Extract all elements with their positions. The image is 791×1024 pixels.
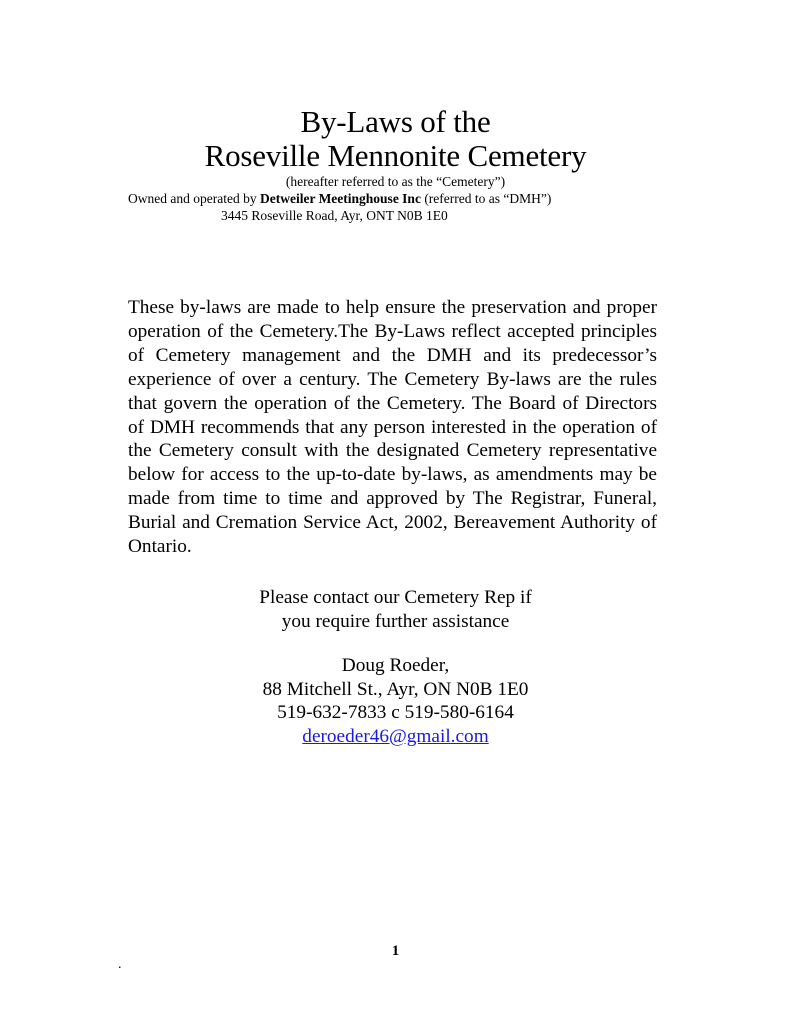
stray-mark: . <box>118 957 122 972</box>
owner-name: Detweiler Meetinghouse Inc <box>259 191 421 206</box>
page-number: 1 <box>391 943 400 959</box>
cemetery-reference-note: (hereafter referred to as the “Cemetery”) <box>285 174 506 189</box>
title-line-2: Roseville Mennonite Cemetery <box>204 138 587 173</box>
contact-name: Doug Roeder, <box>341 655 450 676</box>
bylaws-intro-paragraph: These by-laws are made to help ensure the preservation and proper operation of the Cemetery.The By-Laws reflect accepted principles of Cemetery management and the DMH and its predecessor’s experience of over a century. The Cemetery By-laws are the rules that govern the operation of the Cemetery. The Board of Directors of DMH recommends that any person interested in the operation of the Cemetery consult with the designated Cemetery representative below for access to the up-to-date by-laws, as amendments may be made from time to time and approved by The Registrar, Funeral, Burial and Cremation Service Act, 2002, Bereavement Authority of Ontario. <box>128 297 657 558</box>
ownership-line <box>128 191 551 207</box>
cemetery-address: 3445 Roseville Road, Ayr, ONT N0B 1E0 <box>221 208 448 223</box>
ownership-suffix: (referred to as “DMH”) <box>420 191 552 206</box>
contact-email-link[interactable]: deroeder46@gmail.com <box>302 725 489 747</box>
contact-address: 88 Mitchell St., Ayr, ON N0B 1E0 <box>262 678 529 700</box>
contact-phones: 519-632-7833 c 519-580-6164 <box>277 702 514 723</box>
contact-prompt-line-1: Please contact our Cemetery Rep if <box>259 587 532 608</box>
title-line-1: By-Laws of the <box>300 104 491 139</box>
contact-info <box>0 654 791 748</box>
ownership-prefix: Owned and operated by <box>128 191 260 206</box>
contact-prompt-line-2: you require further assistance <box>281 610 510 632</box>
contact-prompt <box>0 586 791 633</box>
